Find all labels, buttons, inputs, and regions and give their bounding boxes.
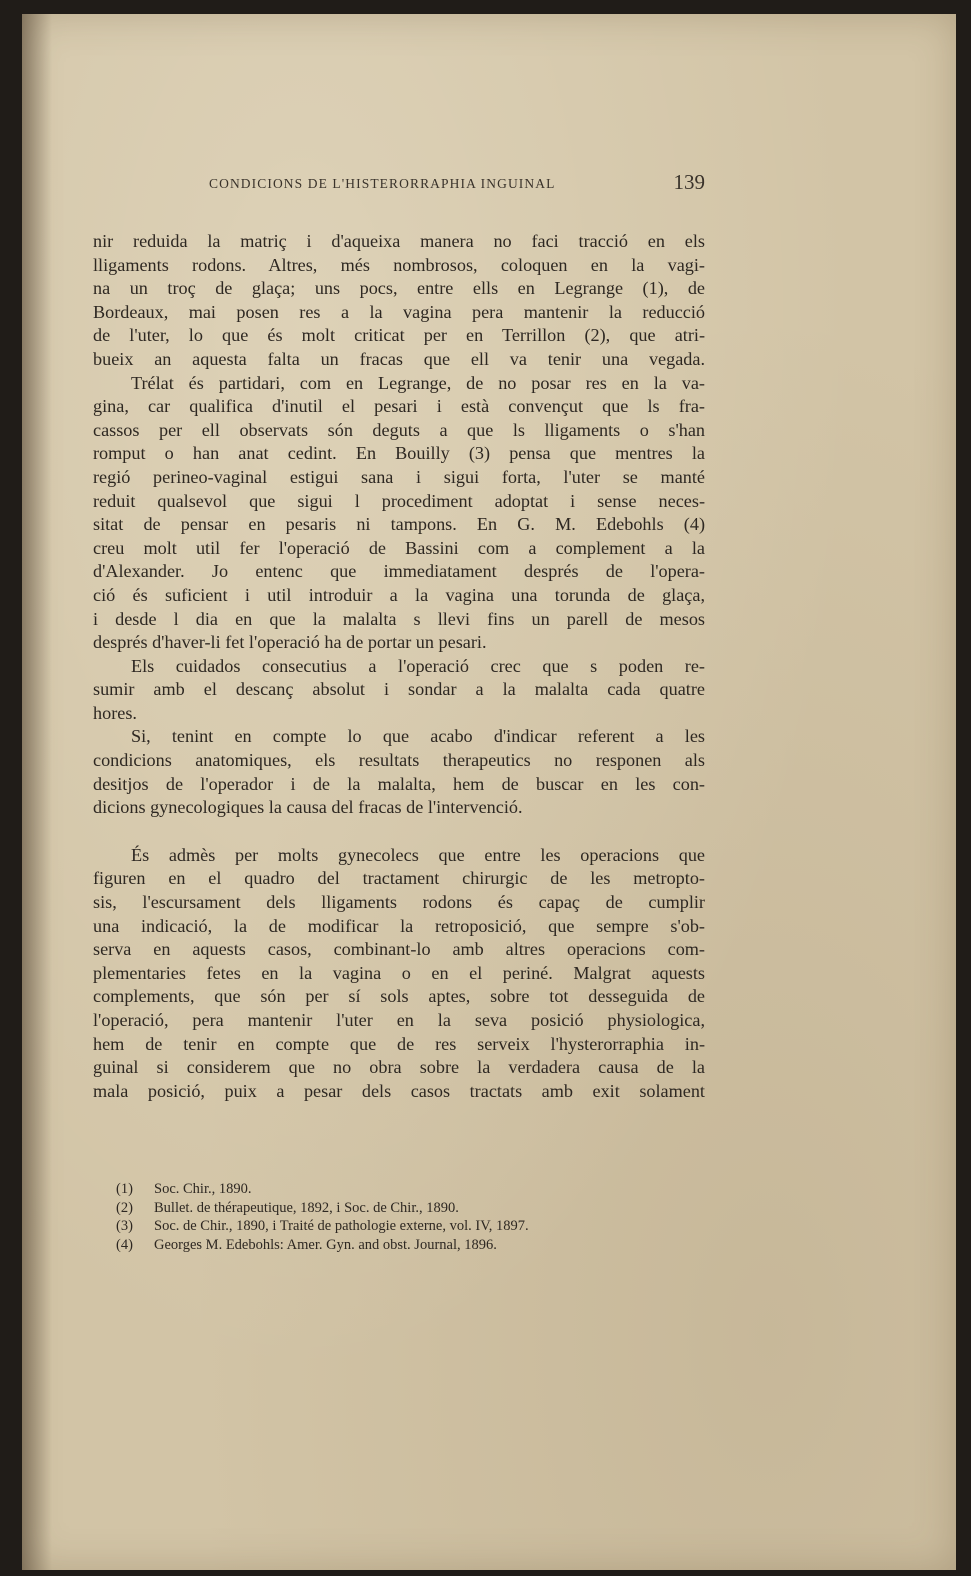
text-line: complements, que són per sí sols aptes, sobre tot desseguida de: [93, 986, 705, 1007]
footnote-number: (2): [116, 1199, 133, 1216]
text-line: regió perineo-vaginal estigui sana i sigui forta, l'uter se manté: [93, 466, 705, 487]
text-line: sitat de pensar en pesaris ni tampons. En G. M. Edebohls (4): [93, 514, 705, 535]
body-text: [93, 230, 705, 1103]
text-line: creu molt util fer l'operació de Bassini com a complement a la: [93, 537, 705, 558]
text-line: reduit qualsevol que sigui l procediment adoptat i sense neces-: [93, 490, 705, 511]
text-line: dicions gynecologiques la causa del fracas de l'intervenció.: [93, 797, 523, 818]
text-line: hores.: [93, 702, 137, 723]
footnote-number: (4): [116, 1236, 133, 1253]
text-line: Trélat és partidari, com en Legrange, de no posar res en la va-: [131, 372, 705, 393]
text-line: guinal si considerem que no obra sobre la verdadera causa de la: [93, 1057, 705, 1078]
text-line: nir reduida la matriç i d'aqueixa manera no faci tracció en els: [93, 231, 705, 251]
text-line: d'Alexander. Jo entenc que immediatament després de l'opera-: [93, 561, 705, 582]
footnote: [116, 1199, 676, 1218]
text-line: ció és suficient i util introduir a la vagina una torunda de glaça,: [93, 584, 705, 605]
text-line: Si, tenint en compte lo que acabo d'indicar referent a les: [131, 726, 705, 747]
footnotes: [116, 1180, 676, 1254]
text-line: figuren en el quadro del tractament chirurgic de les metropto-: [93, 868, 705, 889]
footnote-number: (1): [116, 1181, 133, 1197]
footnote: [116, 1236, 676, 1255]
text-line: desitjos de l'operador i de la malalta, hem de buscar en les con-: [93, 773, 705, 794]
text-line: mala posició, puix a pesar dels casos tractats amb exit solament: [93, 1080, 705, 1101]
text-line: na un troç de glaça; uns pocs, entre ells en Legrange (1), de: [93, 278, 705, 299]
text-line: condicions anatomiques, els resultats therapeutics no responen als: [93, 750, 705, 771]
paragraph-gap: [93, 820, 705, 844]
text-line: romput o han anat cedint. En Bouilly (3) pensa que mentres la: [93, 443, 705, 464]
text-line: És admès per molts gynecolecs que entre les operacions que: [131, 844, 705, 865]
footnote-number: (3): [116, 1218, 133, 1234]
text-line: gina, car qualifica d'inutil el pesari i està convençut que ls fra-: [93, 396, 705, 417]
footnote: [116, 1180, 676, 1199]
footnote-text: Soc. Chir., 1890.: [154, 1181, 252, 1197]
page-number: 139: [673, 170, 705, 194]
text-line: sis, l'escursament dels lligaments rodons és capaç de cumplir: [93, 892, 705, 913]
footnote-text: Soc. de Chir., 1890, i Traité de pathologie externe, vol. IV, 1897.: [154, 1218, 529, 1234]
text-line: lligaments rodons. Altres, més nombrosos, coloquen en la vagi-: [93, 254, 705, 275]
text-line: cassos per ell observats són deguts a que ls lligaments o s'han: [93, 419, 705, 440]
text-line: plementaries fetes en la vagina o en el periné. Malgrat aquests: [93, 962, 705, 983]
spine-shadow: [22, 14, 52, 1570]
text-line: l'operació, pera mantenir l'uter en la seva posició physiologica,: [93, 1010, 705, 1030]
text-line: i desde l dia en que la malalta s llevi fins un parell de mesos: [93, 608, 705, 629]
text-line: Bordeaux, mai posen res a la vagina pera mantenir la reducció: [93, 301, 705, 322]
footnote-text: Georges M. Edebohls: Amer. Gyn. and obst. Journal, 1896.: [154, 1236, 497, 1253]
text-line: sumir amb el descanç absolut i sondar a la malalta cada quatre: [93, 679, 705, 700]
text-line: bueix an aquesta falta un fracas que ell va tenir una vegada.: [93, 348, 705, 369]
text-line: serva en aquests casos, combinant-lo amb altres operacions com-: [93, 939, 705, 960]
text-line: una indicació, la de modificar la retroposició, que sempre s'ob-: [93, 915, 705, 936]
text-line: hem de tenir en compte que de res serveix l'hysterorraphia in-: [93, 1033, 705, 1054]
footnote: [116, 1217, 676, 1236]
text-line: després d'haver-li fet l'operació ha de portar un pesari.: [93, 632, 487, 653]
text-line: de l'uter, lo que és molt criticat per en Terrillon (2), que atri-: [93, 325, 705, 346]
running-title: CONDICIONS DE L'HISTERORRAPHIA INGUINAL: [209, 176, 556, 191]
text-line: Els cuidados consecutius a l'operació crec que s poden re-: [131, 655, 705, 676]
running-head: [93, 170, 705, 204]
footnote-text: Bullet. de thérapeutique, 1892, i Soc. de Chir., 1890.: [154, 1199, 459, 1216]
